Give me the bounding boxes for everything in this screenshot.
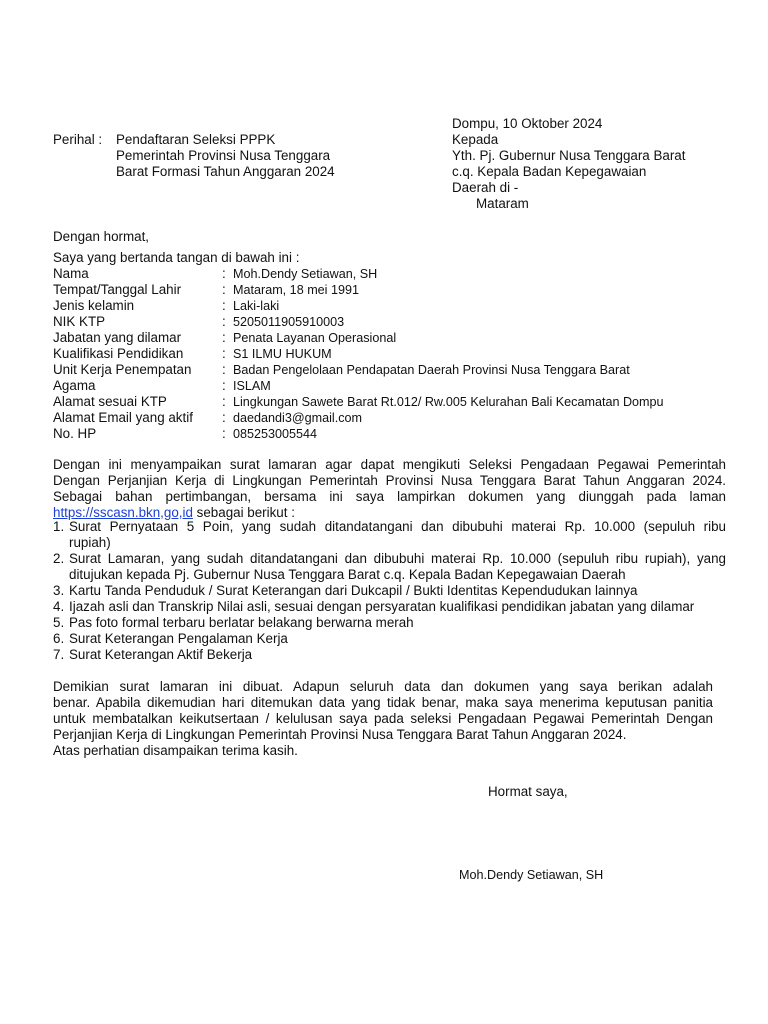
detail-value: S1 ILMU HUKUM bbox=[233, 347, 332, 361]
detail-label: Alamat sesuai KTP bbox=[53, 394, 167, 409]
detail-separator: : bbox=[222, 330, 226, 345]
list-item bbox=[53, 599, 726, 615]
link-suffix: sebagai berikut : bbox=[192, 505, 295, 520]
closing-line: Perjanjian Kerja di Lingkungan Pemerintah Provinsi Nusa Tenggara Barat Tahun Anggaran 2024. bbox=[53, 727, 627, 742]
body-line: Dengan ini menyampaikan surat lamaran agar dapat mengikuti Seleksi Pengadaan Pegawai Pemerintah bbox=[53, 457, 726, 472]
detail-value: Badan Pengelolaan Pendapatan Daerah Provinsi Nusa Tenggara Barat bbox=[233, 363, 630, 377]
detail-separator: : bbox=[222, 282, 226, 297]
detail-row bbox=[53, 410, 753, 426]
detail-value: ISLAM bbox=[233, 379, 271, 393]
greeting: Dengan hormat, bbox=[53, 229, 150, 244]
list-item bbox=[53, 615, 726, 631]
detail-label: Agama bbox=[53, 378, 96, 393]
list-item bbox=[53, 519, 726, 551]
subject-label: Perihal : bbox=[53, 132, 103, 147]
list-item bbox=[53, 631, 726, 647]
detail-label: Unit Kerja Penempatan bbox=[53, 362, 192, 377]
detail-row bbox=[53, 266, 753, 282]
list-text: Surat Keterangan Pengalaman Kerja bbox=[69, 631, 288, 646]
detail-row bbox=[53, 298, 753, 314]
detail-label: Jabatan yang dilamar bbox=[53, 330, 182, 345]
list-number: 7. bbox=[53, 647, 65, 662]
document-list bbox=[53, 519, 726, 663]
list-text: Surat Keterangan Aktif Bekerja bbox=[69, 647, 253, 662]
detail-row bbox=[53, 330, 753, 346]
detail-row bbox=[53, 394, 753, 410]
detail-value: Mataram, 18 mei 1991 bbox=[233, 283, 359, 297]
list-number: 2. bbox=[53, 551, 65, 566]
applicant-details bbox=[53, 266, 753, 442]
detail-label: Kualifikasi Pendidikan bbox=[53, 346, 184, 361]
detail-separator: : bbox=[222, 298, 226, 313]
detail-label: No. HP bbox=[53, 426, 97, 441]
detail-separator: : bbox=[222, 314, 226, 329]
subject-line: Pemerintah Provinsi Nusa Tenggara bbox=[116, 148, 331, 163]
detail-value: Penata Layanan Operasional bbox=[233, 331, 397, 345]
intro-line: Saya yang bertanda tangan di bawah ini : bbox=[53, 250, 300, 265]
detail-label: Nama bbox=[53, 266, 89, 281]
detail-row bbox=[53, 426, 753, 442]
list-text: ditujukan kepada Pj. Gubernur Nusa Tenggara Barat c.q. Kepala Badan Kepegawaian Daerah bbox=[69, 567, 626, 582]
list-number: 1. bbox=[53, 519, 65, 534]
detail-separator: : bbox=[222, 410, 226, 425]
detail-label: Tempat/Tanggal Lahir bbox=[53, 282, 182, 297]
detail-label: Jenis kelamin bbox=[53, 298, 135, 313]
list-item bbox=[53, 551, 726, 583]
recipient-line: Kepada bbox=[452, 132, 499, 147]
list-number: 3. bbox=[53, 583, 65, 598]
detail-separator: : bbox=[222, 346, 226, 361]
detail-label: NIK KTP bbox=[53, 314, 106, 329]
detail-value: 5205011905910003 bbox=[233, 315, 345, 329]
list-number: 4. bbox=[53, 599, 65, 614]
closing-thanks: Atas perhatian disampaikan terima kasih. bbox=[53, 743, 298, 758]
list-text: Pas foto formal terbaru berlatar belakang berwarna merah bbox=[69, 615, 414, 630]
detail-value: Lingkungan Sawete Barat Rt.012/ Rw.005 Kelurahan Bali Kecamatan Dompu bbox=[233, 395, 664, 409]
list-item bbox=[53, 647, 726, 663]
list-number: 6. bbox=[53, 631, 65, 646]
detail-value: 085253005544 bbox=[233, 427, 318, 441]
recipient-city: Mataram bbox=[476, 196, 529, 211]
list-item bbox=[53, 583, 726, 599]
detail-value: Laki-laki bbox=[233, 299, 280, 313]
detail-row bbox=[53, 362, 753, 378]
detail-row bbox=[53, 314, 753, 330]
detail-value: daedandi3@gmail.com bbox=[233, 411, 362, 425]
subject-line: Barat Formasi Tahun Anggaran 2024 bbox=[116, 164, 335, 179]
body-line: Dengan Perjanjian Kerja di Lingkungan Pemerintah Provinsi Nusa Tenggara Barat Tahun Anggaran 2024. bbox=[53, 473, 726, 488]
list-text: Kartu Tanda Penduduk / Surat Keterangan dari Dukcapil / Bukti Identitas Kependudukan lainnya bbox=[69, 583, 638, 598]
body-line: Sebagai bahan pertimbangan, bersama ini saya lampirkan dokumen yang diunggah pada laman bbox=[53, 489, 726, 504]
recipient-address bbox=[452, 132, 685, 212]
body-paragraph bbox=[53, 457, 726, 521]
detail-separator: : bbox=[222, 378, 226, 393]
detail-row bbox=[53, 378, 753, 394]
detail-separator: : bbox=[222, 426, 226, 441]
detail-separator: : bbox=[222, 266, 226, 281]
detail-separator: : bbox=[222, 362, 226, 377]
subject-text bbox=[116, 132, 335, 180]
detail-row bbox=[53, 282, 753, 298]
list-text: Ijazah asli dan Transkrip Nilai asli, sesuai dengan persyaratan kualifikasi pendidikan jabatan yang dilamar bbox=[69, 599, 695, 614]
subject-line: Pendaftaran Seleksi PPPK bbox=[116, 132, 276, 147]
list-text: Surat Pernyataan 5 Poin, yang sudah ditandatangani dan dibubuhi materai Rp. 10.000 (sepuluh ribu bbox=[69, 519, 726, 534]
closing-paragraph bbox=[53, 679, 713, 759]
signature-salutation: Hormat saya, bbox=[488, 784, 568, 799]
closing-line: Demikian surat lamaran ini dibuat. Adapun seluruh data dan dokumen yang saya berikan adalah bbox=[53, 679, 713, 694]
detail-label: Alamat Email yang aktif bbox=[53, 410, 193, 425]
detail-row bbox=[53, 346, 753, 362]
recipient-line: Yth. Pj. Gubernur Nusa Tenggara Barat bbox=[452, 148, 686, 163]
list-text: Surat Lamaran, yang sudah ditandatangani dan dibubuhi materai Rp. 10.000 (sepuluh ribu rupiah), yang bbox=[69, 551, 726, 566]
signature-name: Moh.Dendy Setiawan, SH bbox=[459, 868, 604, 882]
recipient-line: Daerah di - bbox=[452, 180, 519, 195]
detail-separator: : bbox=[222, 394, 226, 409]
sscasn-link[interactable]: https://sscasn.bkn,go,id bbox=[53, 505, 193, 520]
list-text: rupiah) bbox=[69, 535, 111, 550]
closing-line: benar. Apabila dikemudian hari ditemukan data yang tidak benar, maka saya menerima keputusan panitia bbox=[53, 695, 713, 710]
detail-value: Moh.Dendy Setiawan, SH bbox=[233, 267, 378, 281]
recipient-line: c.q. Kepala Badan Kepegawaian bbox=[452, 164, 647, 179]
closing-line: untuk membatalkan keikutsertaan / kelulusan saya pada seleksi Pengadaan Pegawai Pemerintah Dengan bbox=[53, 711, 713, 726]
letter-date: Dompu, 10 Oktober 2024 bbox=[452, 116, 603, 131]
list-number: 5. bbox=[53, 615, 65, 630]
